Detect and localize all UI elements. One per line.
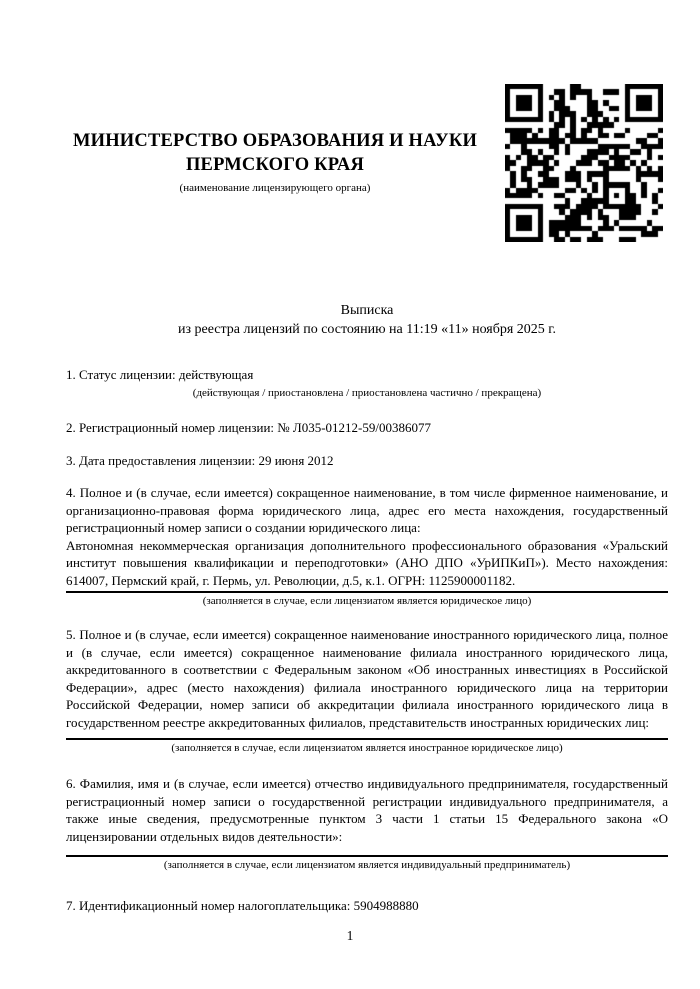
ministry-name-line-1: МИНИСТЕРСТВО ОБРАЗОВАНИЯ И НАУКИ — [72, 131, 478, 151]
item-5-fill-line — [66, 738, 668, 740]
ministry-name-line-2: ПЕРМСКОГО КРАЯ — [185, 154, 365, 175]
page-number: 1 — [346, 928, 354, 943]
item-5-foreign-legal-entity — [66, 626, 668, 755]
item-4-legal-entity — [66, 484, 668, 608]
item-5-text: 5. Полное и (в случае, если имеется) сокращенное наименование иностранного юридического лица, полное и (в случае, если имеется) сокращенное наименование филиала иностранного юридического лица, аккредитованного в соответствии с Федеральным законом «Об иностранных инвестициях в Российской Федерации», адрес (место нахождения) филиала иностранного юридического лица на территории Российской Федерации, номер записи об аккредитации филиала иностранного юридического лица в государственном реестре аккредитованных филиалов, представительств иностранных юридических лиц: — [66, 627, 668, 730]
doc-title-line-1: Выписка — [340, 303, 394, 318]
item-1-license-status — [66, 366, 668, 384]
item-4-text: 4. Полное и (в случае, если имеется) сокращенное наименование, в том числе фирменное наименование, и организационно-правовая форма юридического лица, адрес его места нахождения, государственный регистрационный номер записи о создании юридического лица: — [66, 485, 668, 535]
item-4-fill-line — [66, 591, 668, 593]
item-6-individual-entrepreneur — [66, 775, 668, 872]
item-7-text: 7. Идентификационный номер налогоплательщика: 5904988880 — [66, 898, 419, 913]
item-6-fill-line — [66, 855, 668, 857]
document-title — [66, 301, 668, 339]
doc-title-line-2: из реестра лицензий по состоянию на 11:19 «11» ноября 2025 г. — [178, 322, 556, 337]
item-3-license-grant-date — [66, 452, 668, 470]
ministry-caption: (наименование лицензирующего органа) — [179, 182, 371, 194]
item-1-caption: (действующая / приостановлена / приостановлена частично / прекращена) — [192, 387, 542, 399]
item-5-caption: (заполняется в случае, если лицензиатом является иностранное юридическое лицо) — [171, 742, 563, 754]
item-2-text: 2. Регистрационный номер лицензии: № Л035-01212-59/00386077 — [66, 420, 432, 435]
item-6-text: 6. Фамилия, имя и (в случае, если имеется) отчество индивидуального предпринимателя, государственный регистрационный номер записи о государственной регистрации индивидуального предпринимателя, а также иные сведения, предусмотренные пунктом 3 части 1 статьи 15 Федерального закона «О лицензировании отдельных видов деятельности»: — [66, 776, 668, 844]
item-7-taxpayer-id — [66, 897, 668, 915]
item-6-caption: (заполняется в случае, если лицензиатом является индивидуальный предприниматель) — [163, 859, 571, 871]
item-3-text: 3. Дата предоставления лицензии: 29 июня 2012 — [66, 453, 334, 468]
item-2-registration-number — [66, 419, 668, 437]
item-4-caption: (заполняется в случае, если лицензиатом является юридическое лицо) — [202, 595, 532, 607]
qr-code-icon — [505, 84, 663, 242]
licensing-authority-header — [0, 130, 550, 195]
item-1-text: 1. Статус лицензии: действующая — [66, 367, 254, 382]
item-4-value: Автономная некоммерческая организация дополнительного профессионального образования «Уральский институт повышения квалификации и переподготовки» (АНО ДПО «УрИПКиП»). Место нахождения: 614007, Пермский край, г. Пермь, ул. Революции, д.5, к.1. ОГРН: 1125900001182. — [66, 537, 668, 588]
